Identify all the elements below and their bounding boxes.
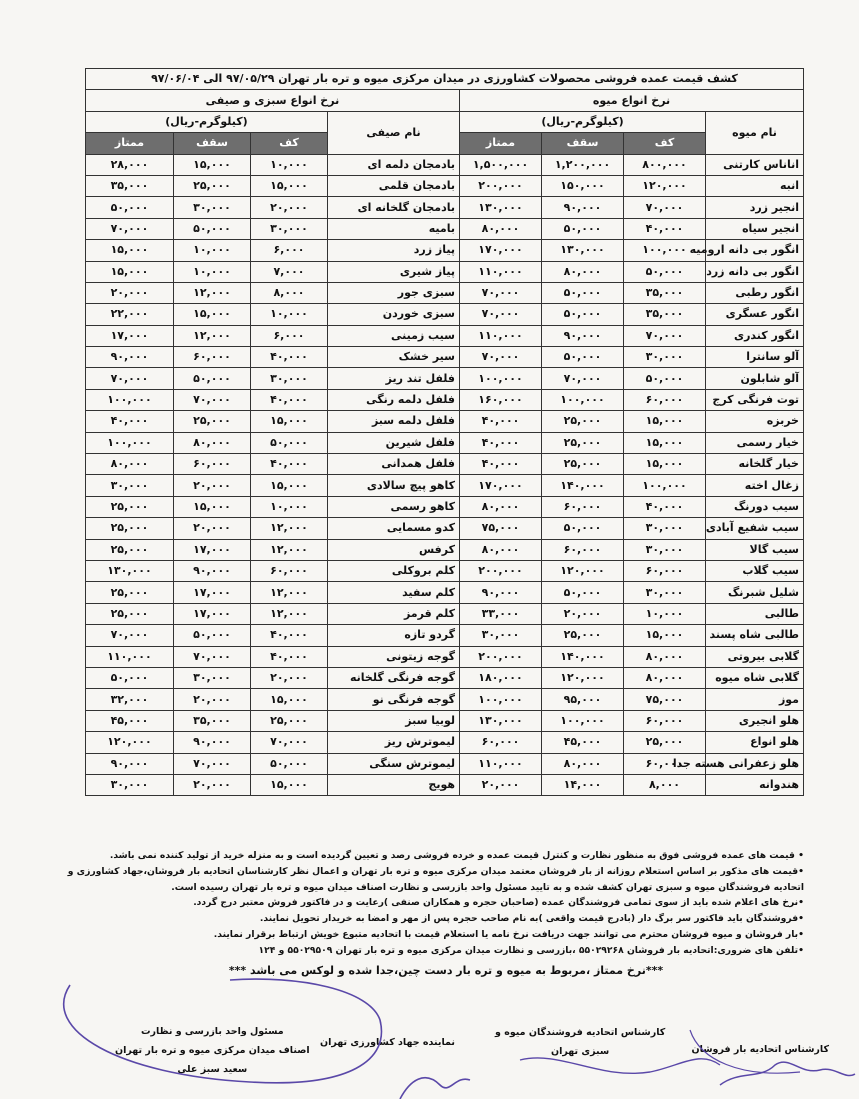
fruit-premium-cell: ۱۰۰,۰۰۰ — [460, 689, 542, 710]
fruit-premium-cell: ۱۸۰,۰۰۰ — [460, 667, 542, 688]
fruit-min-cell: ۴۰,۰۰۰ — [624, 496, 706, 517]
fruit-max-cell: ۲۵,۰۰۰ — [542, 454, 624, 475]
fruit-max-cell: ۱۲۰,۰۰۰ — [542, 560, 624, 581]
fruit-premium-cell: ۱۰۰,۰۰۰ — [460, 368, 542, 389]
note-line: •فروشندگان باید فاکتور سر برگ دار (بادرج قیمت واقعی )به نام صاحب حجره پس از مهر و امضا به خریدار تحویل نمایند. — [259, 913, 804, 925]
veg-max-cell: ۱۰,۰۰۰ — [174, 261, 251, 282]
veg-name-cell: بامیه — [328, 218, 460, 239]
veg-name-cell: گردو تازه — [328, 625, 460, 646]
veg-name-cell: کلم قرمز — [328, 603, 460, 624]
fruit-max-cell: ۱۳۰,۰۰۰ — [542, 240, 624, 261]
fruit-name-cell: خربزه — [706, 411, 804, 432]
note-line: •بار فروشان و میوه فروشان محترم می توانند جهت دریافت نرخ نامه یا استعلام قیمت با اتحادیه متبوع خویش ارتباط برقرار نمایند. — [213, 928, 804, 940]
veg-max-cell: ۲۰,۰۰۰ — [174, 774, 251, 795]
veg-name-header: نام صیفی — [328, 111, 460, 154]
veg-name-cell: فلفل شیرین — [328, 432, 460, 453]
veg-min-cell: ۱۰,۰۰۰ — [251, 304, 328, 325]
fruit-min-cell: ۵۰,۰۰۰ — [624, 261, 706, 282]
fruit-min-cell: ۱۰,۰۰۰ — [624, 603, 706, 624]
veg-min-cell: ۴۰,۰۰۰ — [251, 347, 328, 368]
veg-min-cell: ۱۰,۰۰۰ — [251, 496, 328, 517]
fruit-max-cell: ۸۰,۰۰۰ — [542, 261, 624, 282]
veg-name-cell: بادمجان قلمی — [328, 175, 460, 196]
veg-premium-cell: ۲۸,۰۰۰ — [85, 154, 173, 175]
veg-premium-cell: ۲۵,۰۰۰ — [85, 539, 173, 560]
fruit-premium-cell: ۷۵,۰۰۰ — [460, 518, 542, 539]
fruit-name-cell: انگور بی دانه زرد — [706, 261, 804, 282]
fruit-name-header: نام میوه — [706, 111, 804, 154]
veg-min-cell: ۱۵,۰۰۰ — [251, 475, 328, 496]
fruit-section-header: نرخ انواع میوه — [460, 90, 804, 111]
fruit-name-cell: موز — [706, 689, 804, 710]
fruit-name-cell: سیب شفیع آبادی — [706, 518, 804, 539]
veg-premium-cell: ۴۵,۰۰۰ — [85, 710, 173, 731]
fruit-premium-cell: ۱۳۰,۰۰۰ — [460, 710, 542, 731]
veg-premium-cell: ۲۰,۰۰۰ — [85, 282, 173, 303]
note-line: اتحادیه فروشندگان میوه و سبزی تهران کشف شده و به تایید مسئول واحد بازرسی و نظارت اصناف میدان میوه و تره بار تهران رسیده است. — [171, 881, 804, 893]
veg-min-cell: ۴۰,۰۰۰ — [251, 389, 328, 410]
veg-premium-cell: ۲۵,۰۰۰ — [85, 603, 173, 624]
veg-max-cell: ۶۰,۰۰۰ — [174, 347, 251, 368]
veg-min-cell: ۶۰,۰۰۰ — [251, 560, 328, 581]
fruit-min-cell: ۵۰,۰۰۰ — [624, 368, 706, 389]
veg-max-cell: ۱۲,۰۰۰ — [174, 282, 251, 303]
veg-name-cell: سبزی خوردن — [328, 304, 460, 325]
veg-min-cell: ۴۰,۰۰۰ — [251, 625, 328, 646]
veg-min-cell: ۲۵,۰۰۰ — [251, 710, 328, 731]
veg-name-cell: گوجه فرنگی گلخانه — [328, 667, 460, 688]
veg-premium-cell: ۳۵,۰۰۰ — [85, 175, 173, 196]
veg-premium-cell: ۱۰۰,۰۰۰ — [85, 432, 173, 453]
signature-title: نماینده جهاد کشاورزی تهران — [320, 1037, 455, 1048]
fruit-name-cell: انگور بی دانه ارومیه — [706, 240, 804, 261]
veg-section-header: نرخ انواع سبزی و صیفی — [85, 90, 459, 111]
ink-signature-scribble — [690, 1030, 800, 1073]
fruit-max-cell: ۵۰,۰۰۰ — [542, 218, 624, 239]
fruit-name-cell: انجیر زرد — [706, 197, 804, 218]
fruit-name-cell: طالبی شاه پسند — [706, 625, 804, 646]
veg-name-cell: هویج — [328, 774, 460, 795]
veg-premium-cell: ۹۰,۰۰۰ — [85, 753, 173, 774]
veg-name-cell: پیاز زرد — [328, 240, 460, 261]
ink-signature-scribble — [520, 1058, 720, 1073]
veg-name-cell: کرفس — [328, 539, 460, 560]
fruit-min-cell: ۷۰,۰۰۰ — [624, 197, 706, 218]
fruit-min-cell: ۸۰۰,۰۰۰ — [624, 154, 706, 175]
fruit-premium-cell: ۱۱۰,۰۰۰ — [460, 753, 542, 774]
veg-premium-cell: ۱۲۰,۰۰۰ — [85, 732, 173, 753]
veg-premium-cell: ۴۰,۰۰۰ — [85, 411, 173, 432]
veg-min-cell: ۶,۰۰۰ — [251, 325, 328, 346]
veg-max-cell: ۱۷,۰۰۰ — [174, 539, 251, 560]
fruit-premium-cell: ۱۳۰,۰۰۰ — [460, 197, 542, 218]
fruit-max-cell: ۱۵۰,۰۰۰ — [542, 175, 624, 196]
note-line: •تلفن های ضروری:اتحادیه بار فروشان ۵۵۰۲۹۲۶۸ ،بازرسی و نظارت میدان مرکزی میوه و تره بار تهران ۵۵۰۲۹۵۰۹ و ۱۲۴ — [258, 944, 804, 956]
veg-max-cell: ۵۰,۰۰۰ — [174, 368, 251, 389]
ink-signature-scribble — [400, 1078, 470, 1099]
veg-max-cell: ۶۰,۰۰۰ — [174, 454, 251, 475]
ink-circle-scribble — [64, 979, 382, 1083]
veg-min-cell: ۷۰,۰۰۰ — [251, 732, 328, 753]
veg-min-cell: ۴۰,۰۰۰ — [251, 454, 328, 475]
fruit-premium-cell: ۲۰۰,۰۰۰ — [460, 560, 542, 581]
fruit-max-cell: ۴۵,۰۰۰ — [542, 732, 624, 753]
veg-premium-cell: ۱۵,۰۰۰ — [85, 261, 173, 282]
veg-name-cell: بادمجان گلخانه ای — [328, 197, 460, 218]
fruit-name-cell: آلو شابلون — [706, 368, 804, 389]
signature-title: کارشناس اتحادیه بار فروشان — [691, 1044, 829, 1055]
signature-title: سبزی تهران — [551, 1046, 610, 1057]
fruit-min-cell: ۸۰,۰۰۰ — [624, 667, 706, 688]
veg-premium-cell: ۱۳۰,۰۰۰ — [85, 560, 173, 581]
veg-min-cell: ۱۵,۰۰۰ — [251, 175, 328, 196]
fruit-premium-cell: ۳۰,۰۰۰ — [460, 625, 542, 646]
fruit-max-cell: ۱۰۰,۰۰۰ — [542, 389, 624, 410]
veg-max-cell: ۱۵,۰۰۰ — [174, 154, 251, 175]
fruit-min-cell: ۳۰,۰۰۰ — [624, 518, 706, 539]
veg-name-cell: لوبیا سبز — [328, 710, 460, 731]
fruit-min-cell: ۴۰,۰۰۰ — [624, 218, 706, 239]
fruit-name-cell: گلابی شاه میوه — [706, 667, 804, 688]
fruit-min-cell: ۷۰,۰۰۰ — [624, 325, 706, 346]
fruit-min-cell: ۱۰۰,۰۰۰ — [624, 475, 706, 496]
veg-min-cell: ۱۲,۰۰۰ — [251, 518, 328, 539]
veg-max-cell: ۲۰,۰۰۰ — [174, 689, 251, 710]
veg-min-cell: ۱۰,۰۰۰ — [251, 154, 328, 175]
veg-premium-cell: ۵۰,۰۰۰ — [85, 667, 173, 688]
fruit-premium-cell: ۳۳,۰۰۰ — [460, 603, 542, 624]
fruit-max-cell: ۶۰,۰۰۰ — [542, 539, 624, 560]
veg-max-cell: ۱۷,۰۰۰ — [174, 603, 251, 624]
fruit-name-cell: توت فرنگی کرج — [706, 389, 804, 410]
fruit-min-cell: ۳۰,۰۰۰ — [624, 347, 706, 368]
fruit-max-header: سقف — [542, 133, 624, 154]
veg-min-cell: ۶,۰۰۰ — [251, 240, 328, 261]
fruit-premium-header: ممتاز — [460, 133, 542, 154]
fruit-min-cell: ۲۵,۰۰۰ — [624, 732, 706, 753]
note-line: • قیمت های عمده فروشی فوق به منظور نظارت و کنترل قیمت عمده و خرده فروشی رصد و تعیین گردیده است و به منزله خرید از تولید کننده نمی باشد. — [109, 850, 804, 861]
veg-min-cell: ۱۲,۰۰۰ — [251, 603, 328, 624]
veg-name-cell: پیاز شیری — [328, 261, 460, 282]
veg-premium-header: ممتاز — [85, 133, 173, 154]
veg-min-cell: ۱۵,۰۰۰ — [251, 689, 328, 710]
fruit-min-cell: ۳۰,۰۰۰ — [624, 582, 706, 603]
fruit-premium-cell: ۱۱۰,۰۰۰ — [460, 325, 542, 346]
fruit-premium-cell: ۱۶۰,۰۰۰ — [460, 389, 542, 410]
fruit-max-cell: ۷۰,۰۰۰ — [542, 368, 624, 389]
veg-premium-cell: ۲۵,۰۰۰ — [85, 518, 173, 539]
veg-name-cell: بادمجان دلمه ای — [328, 154, 460, 175]
fruit-min-cell: ۱۰۰,۰۰۰ — [624, 240, 706, 261]
fruit-premium-cell: ۷۰,۰۰۰ — [460, 304, 542, 325]
veg-premium-cell: ۷۰,۰۰۰ — [85, 368, 173, 389]
fruit-name-cell: انبه — [706, 175, 804, 196]
veg-premium-cell: ۵۰,۰۰۰ — [85, 197, 173, 218]
fruit-name-cell: طالبی — [706, 603, 804, 624]
veg-min-cell: ۱۲,۰۰۰ — [251, 539, 328, 560]
veg-min-cell: ۲۰,۰۰۰ — [251, 667, 328, 688]
veg-premium-cell: ۱۷,۰۰۰ — [85, 325, 173, 346]
veg-max-cell: ۱۰,۰۰۰ — [174, 240, 251, 261]
veg-premium-cell: ۱۱۰,۰۰۰ — [85, 646, 173, 667]
fruit-max-cell: ۱۲۰,۰۰۰ — [542, 667, 624, 688]
fruit-name-cell: سیب گلاب — [706, 560, 804, 581]
fruit-min-cell: ۳۵,۰۰۰ — [624, 282, 706, 303]
page-title: کشف قیمت عمده فروشی محصولات کشاورزی در میدان مرکزی میوه و تره بار تهران ۹۷/۰۵/۲۹ الی ۹۷/۰۶/۰۴ — [85, 69, 803, 90]
fruit-max-cell: ۹۰,۰۰۰ — [542, 325, 624, 346]
fruit-max-cell: ۲۵,۰۰۰ — [542, 432, 624, 453]
fruit-premium-cell: ۲۰۰,۰۰۰ — [460, 646, 542, 667]
veg-name-cell: فلفل همدانی — [328, 454, 460, 475]
fruit-min-cell: ۱۲۰,۰۰۰ — [624, 175, 706, 196]
veg-max-cell: ۷۰,۰۰۰ — [174, 753, 251, 774]
fruit-premium-cell: ۴۰,۰۰۰ — [460, 411, 542, 432]
fruit-name-cell: خیار گلخانه — [706, 454, 804, 475]
veg-name-cell: سیب زمینی — [328, 325, 460, 346]
fruit-min-cell: ۳۵,۰۰۰ — [624, 304, 706, 325]
veg-min-cell: ۳۰,۰۰۰ — [251, 368, 328, 389]
fruit-max-cell: ۶۰,۰۰۰ — [542, 496, 624, 517]
veg-min-cell: ۱۲,۰۰۰ — [251, 582, 328, 603]
fruit-min-cell: ۷۵,۰۰۰ — [624, 689, 706, 710]
signature-name: سعید سبز علی — [177, 1064, 248, 1075]
veg-name-cell: کلم بروکلی — [328, 560, 460, 581]
veg-premium-cell: ۳۲,۰۰۰ — [85, 689, 173, 710]
veg-min-cell: ۴۰,۰۰۰ — [251, 646, 328, 667]
fruit-min-cell: ۱۵,۰۰۰ — [624, 625, 706, 646]
premium-note: ***نرخ ممتاز ،مربوط به میوه و تره بار دست چین،جدا شده و لوکس می باشد *** — [228, 963, 664, 977]
fruit-max-cell: ۵۰,۰۰۰ — [542, 304, 624, 325]
veg-max-cell: ۱۵,۰۰۰ — [174, 496, 251, 517]
fruit-name-cell: هلو انجیری — [706, 710, 804, 731]
fruit-min-cell: ۱۵,۰۰۰ — [624, 432, 706, 453]
fruit-name-cell: هندوانه — [706, 774, 804, 795]
veg-max-cell: ۷۰,۰۰۰ — [174, 389, 251, 410]
fruit-name-cell: اناناس کارتنی — [706, 154, 804, 175]
veg-min-cell: ۱۵,۰۰۰ — [251, 411, 328, 432]
veg-min-cell: ۷,۰۰۰ — [251, 261, 328, 282]
fruit-name-cell: هلو انواع — [706, 732, 804, 753]
veg-premium-cell: ۲۲,۰۰۰ — [85, 304, 173, 325]
veg-max-cell: ۲۰,۰۰۰ — [174, 475, 251, 496]
veg-min-cell: ۸,۰۰۰ — [251, 282, 328, 303]
veg-max-cell: ۷۰,۰۰۰ — [174, 646, 251, 667]
fruit-max-cell: ۹۵,۰۰۰ — [542, 689, 624, 710]
fruit-premium-cell: ۱۷۰,۰۰۰ — [460, 240, 542, 261]
fruit-max-cell: ۱۴۰,۰۰۰ — [542, 475, 624, 496]
veg-max-cell: ۱۷,۰۰۰ — [174, 582, 251, 603]
fruit-name-cell: انگور رطبی — [706, 282, 804, 303]
veg-name-cell: گوجه فرنگی نو — [328, 689, 460, 710]
fruit-max-cell: ۵۰,۰۰۰ — [542, 582, 624, 603]
fruit-max-cell: ۲۵,۰۰۰ — [542, 411, 624, 432]
veg-max-cell: ۹۰,۰۰۰ — [174, 560, 251, 581]
fruit-max-cell: ۱,۲۰۰,۰۰۰ — [542, 154, 624, 175]
fruit-premium-cell: ۸۰,۰۰۰ — [460, 539, 542, 560]
fruit-min-cell: ۸,۰۰۰ — [624, 774, 706, 795]
note-line: •نرخ های اعلام شده باید از سوی تمامی فروشندگان عمده (صاحبان حجره و همکاران صنفی )رعایت و در فاکتور فروش معتبر درج گردد. — [193, 897, 804, 909]
fruit-min-cell: ۶۰,۰۰۰ — [624, 753, 706, 774]
veg-max-cell: ۱۲,۰۰۰ — [174, 325, 251, 346]
veg-min-cell: ۵۰,۰۰۰ — [251, 432, 328, 453]
veg-name-cell: کلم سفید — [328, 582, 460, 603]
veg-name-cell: سبزی جور — [328, 282, 460, 303]
fruit-premium-cell: ۴۰,۰۰۰ — [460, 432, 542, 453]
fruit-premium-cell: ۹۰,۰۰۰ — [460, 582, 542, 603]
veg-max-cell: ۲۵,۰۰۰ — [174, 411, 251, 432]
fruit-premium-cell: ۲۰,۰۰۰ — [460, 774, 542, 795]
veg-max-cell: ۸۰,۰۰۰ — [174, 432, 251, 453]
fruit-max-cell: ۵۰,۰۰۰ — [542, 518, 624, 539]
fruit-premium-cell: ۷۰,۰۰۰ — [460, 347, 542, 368]
veg-premium-cell: ۱۰۰,۰۰۰ — [85, 389, 173, 410]
veg-name-cell: کدو مسمایی — [328, 518, 460, 539]
veg-premium-cell: ۹۰,۰۰۰ — [85, 347, 173, 368]
veg-max-cell: ۳۰,۰۰۰ — [174, 197, 251, 218]
veg-max-cell: ۱۵,۰۰۰ — [174, 304, 251, 325]
fruit-min-cell: ۱۵,۰۰۰ — [624, 454, 706, 475]
veg-max-cell: ۹۰,۰۰۰ — [174, 732, 251, 753]
veg-name-cell: فلفل دلمه سبز — [328, 411, 460, 432]
fruit-name-cell: زغال اخته — [706, 475, 804, 496]
fruit-max-cell: ۵۰,۰۰۰ — [542, 347, 624, 368]
veg-min-cell: ۳۰,۰۰۰ — [251, 218, 328, 239]
veg-max-header: سقف — [174, 133, 251, 154]
fruit-min-cell: ۸۰,۰۰۰ — [624, 646, 706, 667]
ink-signature-scribble — [720, 1062, 855, 1085]
veg-name-cell: سیر خشک — [328, 347, 460, 368]
fruit-premium-cell: ۸۰,۰۰۰ — [460, 218, 542, 239]
fruit-unit-label: (کیلوگرم-ریال) — [460, 111, 706, 132]
veg-min-header: کف — [251, 133, 328, 154]
fruit-min-cell: ۶۰,۰۰۰ — [624, 560, 706, 581]
veg-max-cell: ۵۰,۰۰۰ — [174, 218, 251, 239]
veg-name-cell: فلفل دلمه رنگی — [328, 389, 460, 410]
fruit-name-cell: انجیر سیاه — [706, 218, 804, 239]
veg-premium-cell: ۳۰,۰۰۰ — [85, 475, 173, 496]
fruit-name-cell: انگور عسگری — [706, 304, 804, 325]
fruit-name-cell: خیار رسمی — [706, 432, 804, 453]
fruit-max-cell: ۲۵,۰۰۰ — [542, 625, 624, 646]
fruit-min-cell: ۶۰,۰۰۰ — [624, 710, 706, 731]
fruit-premium-cell: ۱۷۰,۰۰۰ — [460, 475, 542, 496]
veg-max-cell: ۲۵,۰۰۰ — [174, 175, 251, 196]
veg-min-cell: ۲۰,۰۰۰ — [251, 197, 328, 218]
signature-title: اصناف میدان مرکزی میوه و تره بار تهران — [115, 1045, 310, 1056]
fruit-min-cell: ۶۰,۰۰۰ — [624, 389, 706, 410]
fruit-name-cell: هلو زعفرانی هسته جدا — [706, 753, 804, 774]
fruit-max-cell: ۸۰,۰۰۰ — [542, 753, 624, 774]
veg-premium-cell: ۷۰,۰۰۰ — [85, 218, 173, 239]
signature-title: کارشناس اتحادیه فروشندگان میوه و — [495, 1027, 666, 1038]
fruit-max-cell: ۹۰,۰۰۰ — [542, 197, 624, 218]
veg-name-cell: لیموترش ریز — [328, 732, 460, 753]
fruit-name-cell: سیب گالا — [706, 539, 804, 560]
fruit-name-cell: آلو سانترا — [706, 347, 804, 368]
veg-name-cell: کاهو پیچ سالادی — [328, 475, 460, 496]
veg-premium-cell: ۲۵,۰۰۰ — [85, 582, 173, 603]
fruit-premium-cell: ۱۱۰,۰۰۰ — [460, 261, 542, 282]
fruit-max-cell: ۱۴,۰۰۰ — [542, 774, 624, 795]
veg-premium-cell: ۲۵,۰۰۰ — [85, 496, 173, 517]
veg-min-cell: ۵۰,۰۰۰ — [251, 753, 328, 774]
fruit-premium-cell: ۶۰,۰۰۰ — [460, 732, 542, 753]
fruit-premium-cell: ۴۰,۰۰۰ — [460, 454, 542, 475]
veg-name-cell: فلفل تند ریز — [328, 368, 460, 389]
fruit-min-header: کف — [624, 133, 706, 154]
veg-name-cell: کاهو رسمی — [328, 496, 460, 517]
fruit-max-cell: ۲۰,۰۰۰ — [542, 603, 624, 624]
veg-max-cell: ۳۰,۰۰۰ — [174, 667, 251, 688]
veg-premium-cell: ۳۰,۰۰۰ — [85, 774, 173, 795]
note-line: •قیمت های مذکور بر اساس استعلام روزانه از بار فروشان معتمد میدان مرکزی میوه و تره بار تهران و اعمال نظر کارشناسان اتحادیه بار فروشان،جهاد کشاورزی و — [67, 865, 804, 877]
fruit-name-cell: سیب دورنگ — [706, 496, 804, 517]
fruit-premium-cell: ۱,۵۰۰,۰۰۰ — [460, 154, 542, 175]
fruit-max-cell: ۵۰,۰۰۰ — [542, 282, 624, 303]
veg-max-cell: ۵۰,۰۰۰ — [174, 625, 251, 646]
fruit-premium-cell: ۲۰۰,۰۰۰ — [460, 175, 542, 196]
fruit-name-cell: انگور کندری — [706, 325, 804, 346]
fruit-max-cell: ۱۴۰,۰۰۰ — [542, 646, 624, 667]
fruit-min-cell: ۳۰,۰۰۰ — [624, 539, 706, 560]
veg-unit-label: (کیلوگرم-ریال) — [85, 111, 327, 132]
fruit-premium-cell: ۷۰,۰۰۰ — [460, 282, 542, 303]
veg-min-cell: ۱۵,۰۰۰ — [251, 774, 328, 795]
veg-premium-cell: ۸۰,۰۰۰ — [85, 454, 173, 475]
fruit-max-cell: ۱۰۰,۰۰۰ — [542, 710, 624, 731]
veg-premium-cell: ۷۰,۰۰۰ — [85, 625, 173, 646]
signature-title: مسئول واحد بازرسی و نظارت — [140, 1026, 284, 1037]
veg-name-cell: لیموترش سنگی — [328, 753, 460, 774]
veg-max-cell: ۳۵,۰۰۰ — [174, 710, 251, 731]
fruit-premium-cell: ۸۰,۰۰۰ — [460, 496, 542, 517]
veg-name-cell: گوجه زیتونی — [328, 646, 460, 667]
fruit-name-cell: گلابی بیروتی — [706, 646, 804, 667]
veg-max-cell: ۲۰,۰۰۰ — [174, 518, 251, 539]
veg-premium-cell: ۱۵,۰۰۰ — [85, 240, 173, 261]
fruit-min-cell: ۱۵,۰۰۰ — [624, 411, 706, 432]
fruit-name-cell: شلیل شبرنگ — [706, 582, 804, 603]
